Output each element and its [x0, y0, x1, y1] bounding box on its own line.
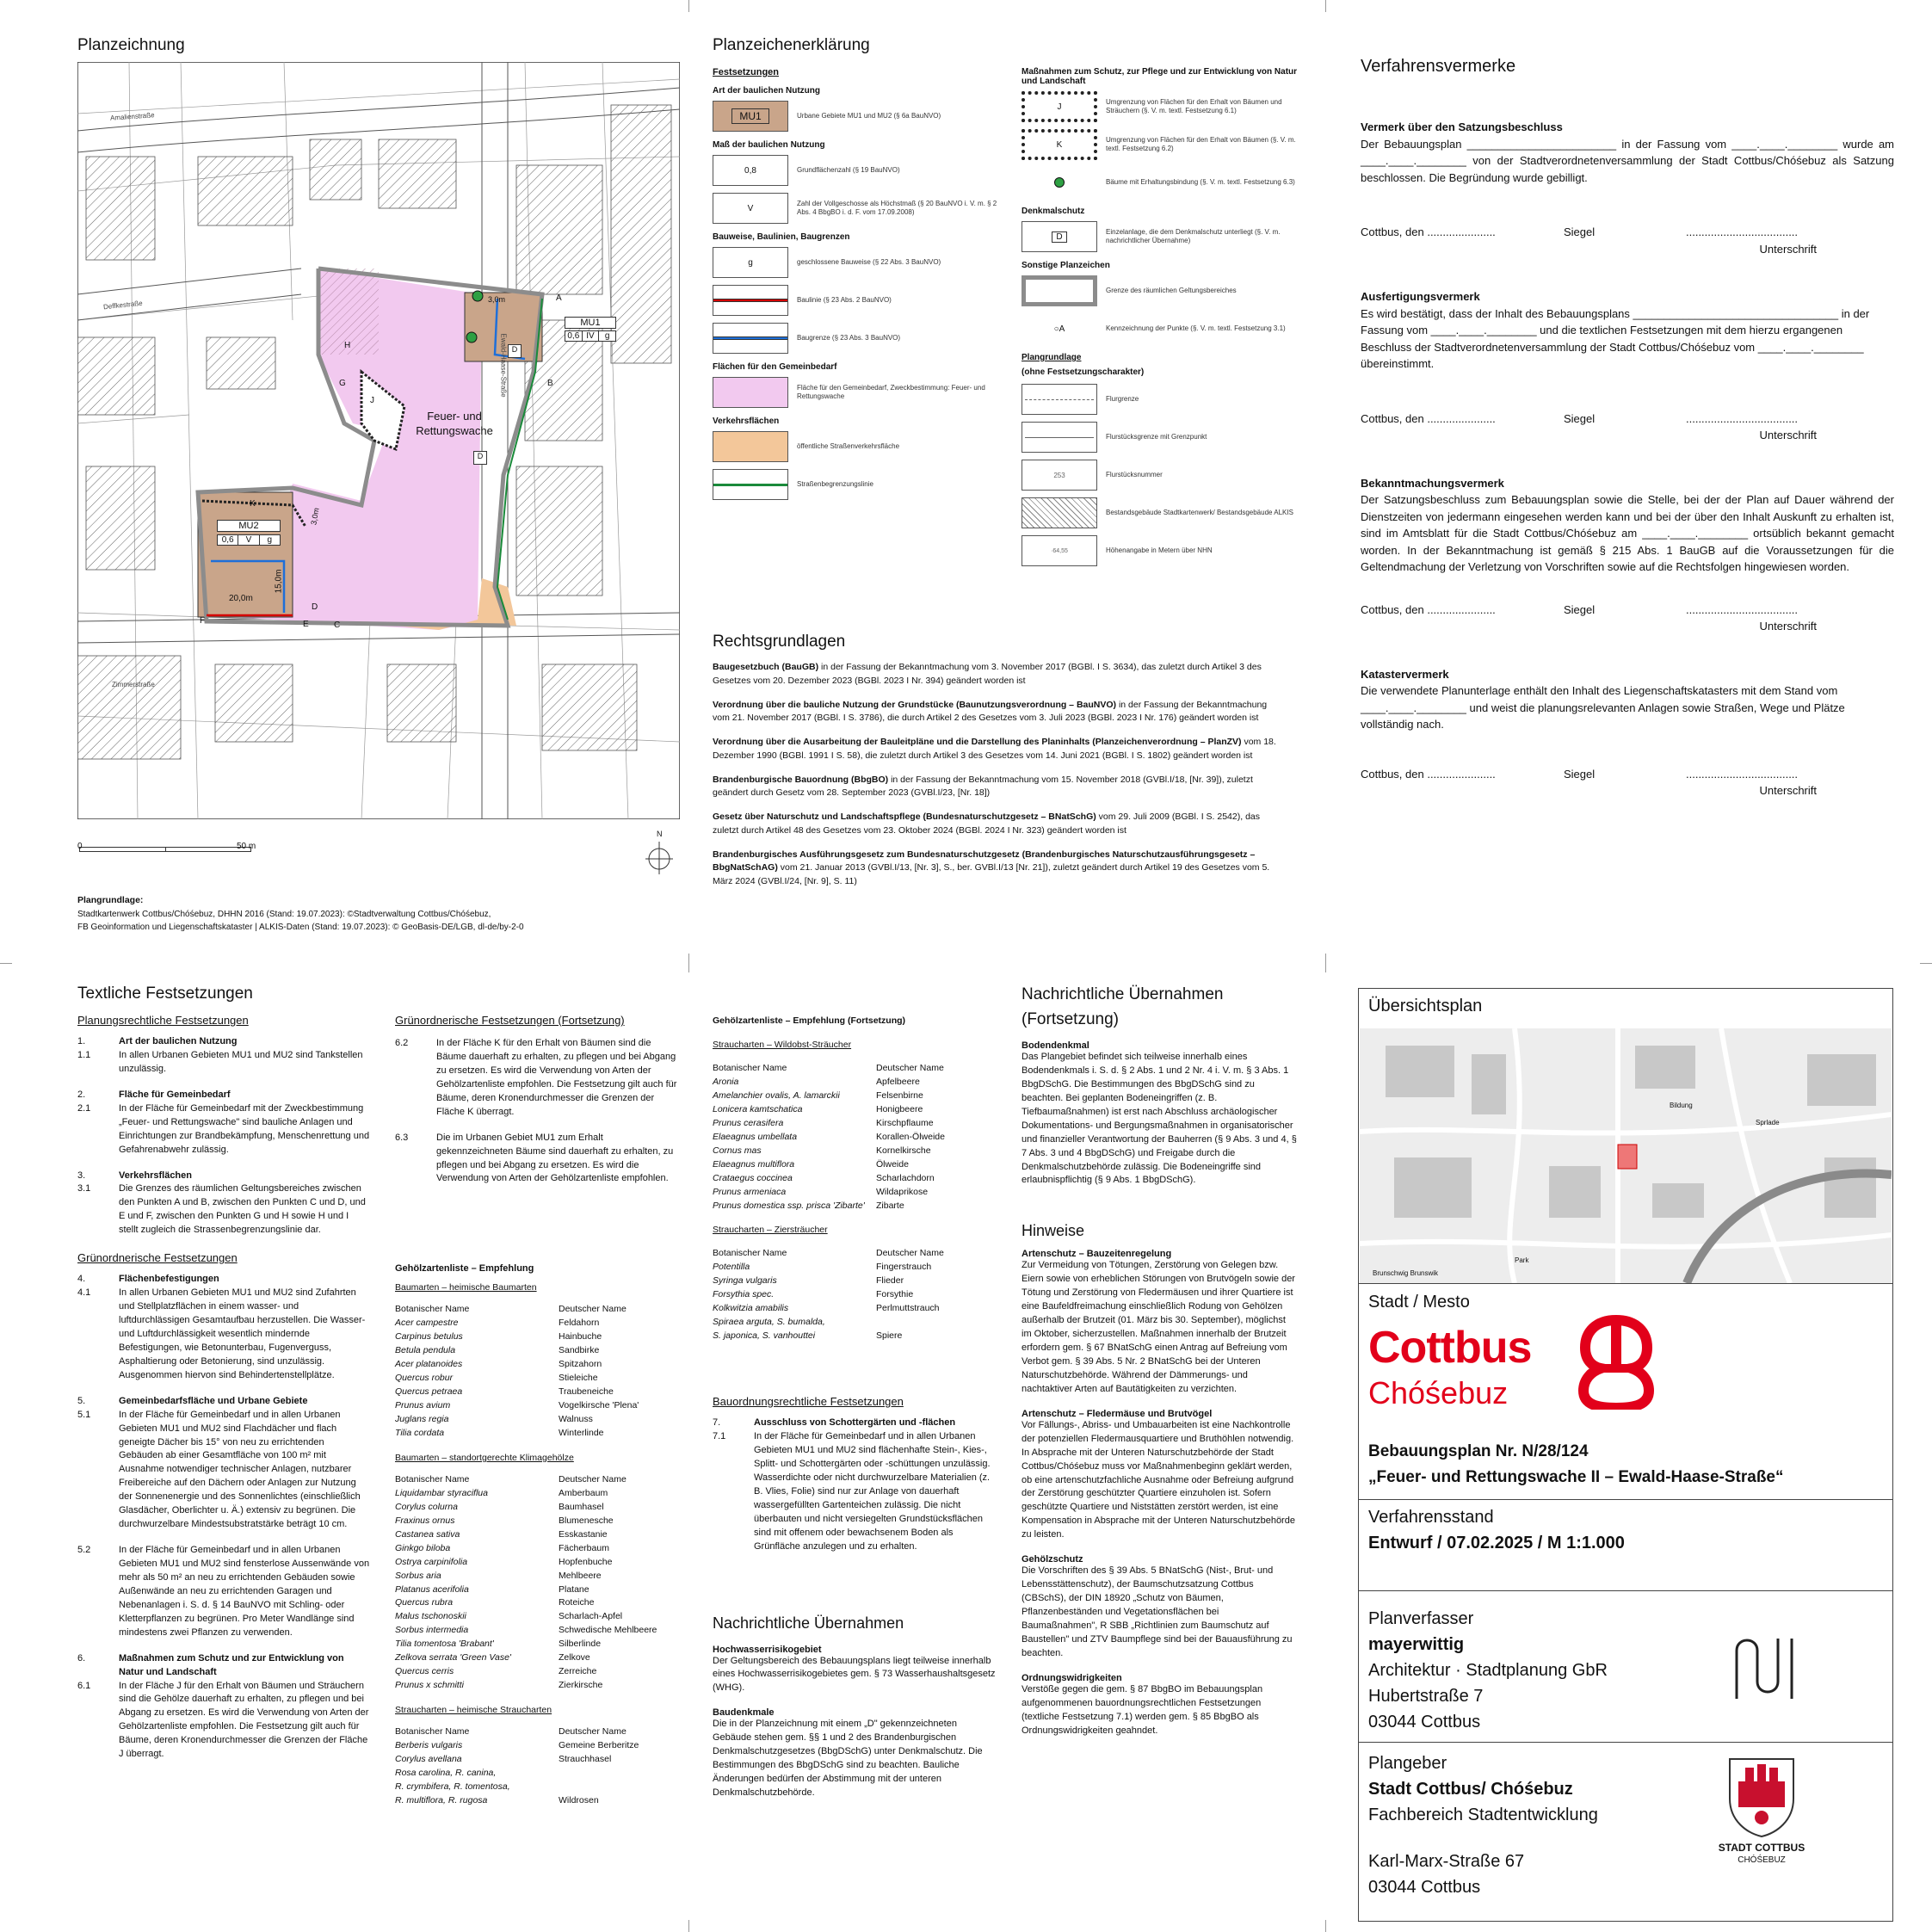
wild-table: [713, 1076, 997, 1213]
north-arrow-icon: [642, 833, 676, 876]
vs-label: Verfahrensstand: [1368, 1508, 1494, 1527]
plant-row: Quercus cerris Zerreiche: [395, 1666, 597, 1677]
plant-row: Prunus armeniaca Wildaprikose: [713, 1186, 929, 1197]
vs-value: Entwurf / 07.02.2025 / M 1:1.000: [1368, 1534, 1625, 1552]
plant-row: Sorbus aria Mehlbeere: [395, 1570, 602, 1581]
map-label-park: Park: [1515, 1256, 1529, 1264]
mu2-v: V: [238, 535, 259, 545]
klima-table: [395, 1487, 679, 1693]
scale-bar: [79, 847, 251, 852]
denkmal-d-main: D: [473, 451, 487, 465]
verfahren-block: Vermerk über den Satzungsbeschluss Der Bebauungsplan ________________________ in der Fassung vom ____.____.________ wurde am ____.____.________ von der Stadtverordnetenversammlung der Stadt Cottbus/Chóśebuz als Satzung beschlossen. Die Begründung wurde gebilligt. Cottbus, den ...................... Siegel .................................... Unterschrift Ausfertigungsvermerk Es wird bestätigt, dass der Inhalt des Bebauungsplans _________________________________ in der Fassung vom ____.____.________ und die textlichen Festsetzungen mit dem hierzu ergangenen Beschluss der Stadtverordnetenversammlung der Stadt Cottbus/Chóśebuz vom ____.____.________ übereinstimmt. Cottbus, den ...................... Siegel .................................... Unterschrift Bekanntmachungsvermerk Der Satzungsbeschluss zum Bebauungsplan sowie die Stelle, bei der der Plan auf Dauer während der Dienstzeiten von jedermann eingesehen werden kann und bei der über den Inhalt Auskunft zu erhalten ist, sind im Amtsblatt für die Stadt Cottbus/Chóśebuz am ____.____.________ ortsüblich bekannt gemacht worden. In der Bekanntmachung ist gemäß § 215 Abs. 1 BauGB auf die Voraussetzungen für die Geltendmachung der Verletzung von Vorschriften sowie auf die Rechtsfolgen hingewiesen worden. Cottbus, den ...................... Siegel .................................... Unterschrift Katastervermerk Die verwendete Planunterlage enthält den Inhalt des Liegenschaftskatasters mit dem Stand vom ____.____.________ und weist die planungsrelevanten Anlagen sowie Straßen, Wege und Plätze vollständig nach. Cottbus, den ...................... Siegel .................................... Unterschrift: [1361, 120, 1894, 797]
mu1-grz: 0,6: [565, 331, 583, 341]
point-d: D: [312, 602, 318, 612]
street-amalien: Amalienstraße: [109, 111, 155, 122]
tree-icon: [1054, 177, 1065, 188]
point-g: G: [339, 379, 346, 388]
denkmal-d-mu1: D: [508, 344, 522, 358]
plant-row: Crataegus coccinea Scharlachdorn: [713, 1172, 935, 1183]
plant-row: Syringa vulgaris Flieder: [713, 1275, 904, 1287]
plant-row: Acer campestre Feldahorn: [395, 1318, 600, 1329]
uebersicht-map: [1360, 1028, 1892, 1283]
plant-row: Forsythia spec. Forsythie: [713, 1289, 914, 1300]
cottbus-logo-icon: [1578, 1315, 1654, 1410]
north-label: N: [657, 830, 663, 838]
mayerwittig-logo-icon: [1730, 1633, 1799, 1702]
plant-row: Ostrya carpinifolia Hopfenbuche: [395, 1556, 613, 1567]
dim-20m: 20,0m: [229, 594, 253, 603]
point-a: A: [556, 293, 562, 303]
bplan-name: „Feuer- und Rettungswache II – Ewald-Haase-Straße“: [1368, 1468, 1784, 1486]
plant-row: R. multiflora, R. rugosa Wildrosen: [395, 1794, 599, 1805]
map-label-brunschwig: Brunschwig Brunswik: [1373, 1269, 1439, 1277]
plant-row: Quercus robur Stieleiche: [395, 1373, 598, 1384]
textliche-col2: Grünordnerische Festsetzungen (Fortsetzung) 6.2 In der Fläche K für den Erhalt von Bäumen sind die Bäume dauerhaft zu erhalten, zu pflegen und bei Abgang zu ersetzen. Es wird die Verwendung von Arten der Gehölzartenliste empfohlen. Die Festsetzung gilt auch für Bäume, deren Kronendurchmesser die Grenzen der Fläche K überragt. 6.3 Die im Urbanen Gebiet MU1 zum Erhalt gekennzeichneten Bäume sind dauerhaft zu erhalten, zu pflegen und bei Abgang zu ersetzen. Es wird die Verwendung von Arten der Gehölzartenliste empfohlen. Gehölzartenliste – Empfehlung Baumarten – heimische Baumarten Botanischer Name Deutscher Name Acer campestre Feldahorn Carpinus betulus Hainbuche Betula pendula Sandbirke Acer platanoides Spitzahorn Quercus robur Stieleiche Quercus petraea Traubeneiche Prunus avium Vogelkirsche 'Plena' Juglans regia Walnuss Tilia cordata Winterlinde Baumarten – standortgerechte Klimagehölze Botanischer Name Deutscher Name Liquidambar styraciflua Amberbaum Corylus colurna Baumhasel Fraxinus ornus Blumenesche Castanea sativa Esskastanie Ginkgo biloba Fächerbaum Ostrya carpinifolia Hopfenbuche Sorbus aria Mehlbeere Platanus acerifolia Platane Quercus rubra Roteiche Malus tschonoskii Scharlach-Apfel Sorbus intermedia Schwedische Mehlbeere Tilia tomentosa 'Brabant' Silberlinde Zelkova serrata 'Green Vase' Zelkove Quercus cerris Zerreiche Prunus x schmitti Zierkirsche Straucharten – heimische Straucharten Botanischer Name Deutscher Name Berberis vulgaris Gemeine Berberitze Corylus avellana Strauchhasel Rosa carolina, R. canina, R. crymbifera, R. tomentosa, R. multiflora, R. rugosa Wildrosen: [395, 1014, 679, 1808]
point-e: E: [303, 620, 309, 629]
plant-row: Carpinus betulus Hainbuche: [395, 1331, 602, 1343]
mu1-v: IV: [583, 331, 600, 341]
baum-table: [395, 1317, 679, 1441]
logo-cottbus: Cottbus: [1368, 1323, 1532, 1373]
mu1-label: MU1: [565, 317, 616, 329]
plant-row: Corylus colurna Baumhasel: [395, 1501, 604, 1512]
mu2-grz: 0,6: [218, 535, 238, 545]
textliche-col3: Gehölzartenliste – Empfehlung (Fortsetzung) Straucharten – Wildobst-Sträucher Botanischer Name Deutscher Name Aronia Apfelbeere Amelanchier ovalis, A. lamarckii Felsenbirne Lonicera kamtschatica Honigbeere Prunus cerasifera Kirschpflaume Elaeagnus umbellata Korallen-Ölweide Cornus mas Kornelkirsche Elaeagnus multiflora Ölweide Crataegus coccinea Scharlachdorn Prunus armeniaca Wildaprikose Prunus domestica ssp. prisca 'Zibarte' Zibarte Straucharten – Ziersträucher Botanischer Name Deutscher Name Potentilla Fingerstrauch Syringa vulgaris Flieder Forsythia spec. Forsythie Kolkwitzia amabilis Perlmuttstrauch Spiraea arguta, S. bumalda, S. japonica, S. vanhouttei Spiere Bauordnungsrechtliche Festsetzungen 7. Ausschluss von Schottergärten und -flächen 7.1 In der Fläche für Gemeinbedarf und in allen Urbanen Gebieten MU1 und MU2 sind flächenhafte Stein-, Kies-, Splitt- und Schottergärten oder -schüttungen unzulässig. Wasserdichte oder nicht durchwurzelbare Materialien (z. B. Vlies, Folie) sind nur zur Anlage von dauerhaft wassergefüllten Gartenteichen zulässig. Die nicht überbauten und nicht versiegelten Grundstücksflächen sind mit offenem oder bewachsenem Boden als Grünfläche anzulegen und zu erhalten. Nachrichtliche Übernahmen Hochwasserrisikogebiet Der Geltungsbereich des Bebauungsplans liegt teilweise innerhalb eines Hochwasserrisikogebietes gem. § 73 Wasserhaushaltsgesetz (WHG). Baudenkmale Die in der Planzeichnung mit einem „D" gekennzeichneten Gebäude stehen gem. §§ 1 und 2 des Brandenburgischen Denkmalschutzgesetzes (BbgDSchG) unter Denkmalschutz. Die Bestimmungen des BbgDSchG sind zu beachten. Bauliche Änderungen bedürfen der Abstimmung mit der unteren Denkmalschutzbehörde.: [713, 1015, 996, 1799]
dim-k: 3,0m: [309, 507, 321, 526]
logo-chosebuz: Chóśebuz: [1368, 1375, 1509, 1410]
point-h: H: [344, 341, 351, 350]
street-zimmer: Zimmerstraße: [112, 681, 155, 688]
plant-row: Elaeagnus multiflora Ölweide: [713, 1158, 909, 1170]
plant-row: Prunus x schmitti Zierkirsche: [395, 1680, 603, 1691]
plant-row: Malus tschonoskii Scharlach-Apfel: [395, 1611, 623, 1622]
verfahren-title: Verfahrensvermerke: [1361, 57, 1516, 76]
legend-col-1: Festsetzungen Art der baulichen Nutzung MU1 Urbane Gebiete MU1 und MU2 (§ 6a BauNVO) Maß der baulichen Nutzung 0,8 Grundflächenzahl (§ 19 BauNVO) V Zahl der Vollgeschosse als Höchstmaß (§ 20 BauNVO i. V. m. § 2 Abs. 4 BbgBO i. d. F. vom 17.09.2008) Bauweise, Baulinien, Baugrenzen g geschlossene Bauweise (§ 22 Abs. 3 BauNVO) Baulinie (§ 23 Abs. 2 BauNVO) Baugrenze (§ 23 Abs. 3 BauNVO) Flächen für den Gemeinbedarf Fläche für den Gemeinbedarf, Zweckbestimmung: Feuer- und Rettungswache Verkehrsflächen öffentliche Straßenverkehrsfläche Straßenbegrenzungslinie: [713, 67, 1005, 507]
plant-row: Quercus petraea Traubeneiche: [395, 1386, 614, 1398]
plant-row: Castanea sativa Esskastanie: [395, 1528, 608, 1540]
plant-row: Betula pendula Sandbirke: [395, 1345, 600, 1356]
scale-zero: 0: [77, 842, 83, 851]
mu2-label: MU2: [217, 520, 281, 532]
textliche-col1: Planungsrechtliche Festsetzungen 1. Art der baulichen Nutzung 1.1 In allen Urbanen Gebieten MU1 und MU2 sind Tankstellen unzulässig. 2. Fläche für Gemeinbedarf 2.1 In der Fläche für Gemeinbedarf mit der Zweckbestimmung „Feuer- und Rettungswache" sind bauliche Anlagen und Einrichtungen zur Brandbekämpfung, Menschenrettung und Gefahrenabwehr zulässig. 3. Verkehrsflächen 3.1 Die Grenzes des räumlichen Geltungsbereiches zwischen den Punkten A und B, zwischen den Punkten C und D, und E und F, zwischen den Punkten G und H sowie H und I stellt zugleich die Strassenbegrenzungslinie dar. Grünordnerische Festsetzungen 4. Flächenbefestigungen 4.1 In allen Urbanen Gebieten MU1 und MU2 sind Zufahrten und Stellplatzflächen in einem wasser- und luftdurchlässigen Gesamtaufbau herzustellen. Die Wasser- und Luftdurchlässigkeit wesentlich mindernde Befestigungen, wie Betonunterbau, Fugenverguss, Asphaltierung oder Betonierung, sind unzulässig. Ausgenommen hiervon sind Behindertenstellplätze. 5. Gemeinbedarfsfläche und Urbane Gebiete 5.1 In der Fläche für Gemeinbedarf und in allen Urbanen Gebieten MU1 und MU2 sind Flachdächer und flach geneigte Dächer bis 15° von neu zu errichtenden Gebäuden ab einer Gesamtfläche von 100 m² mit Ausnahme notwendiger technischer Anlagen, nutzbarer Freibereiche auf den Dächern oder Anlagen zur Nutzung der Sonnenenergie und des Sonnenlichtes (einschließlich Glasdächer, Oberlichter u. Ä.) extensiv zu begrünen. Die durchwurzelbare Mindestsubstratstärke beträgt 10 cm. 5.2 In der Fläche für Gemeinbedarf und in allen Urbanen Gebieten MU1 und MU2 sind fensterlose Aussenwände von mehr als 50 m² an neu zu errichtenden Gebäuden sowie Außenwände an neu zu errichtenden Garagen und Nebenanlagen i. S. d. § 14 BauNVO mit Schling- oder Kletterpflanzen zu begrünen. Pro Meter Wandlänge sind mindestens zwei Pflanzen zu verwenden. 6. Maßnahmen zum Schutz und zur Entwicklung von Natur und Landschaft 6.1 In der Fläche J für den Erhalt von Bäumen und Sträuchern sind die Gehölze dauerhaft zu erhalten, zu pflegen und bei Abgang zu ersetzen. Es wird die Verwendung von Arten der Gehölzartenliste empfohlen. Die Festsetzung gilt auch für Bäume, deren Kronendurchmesser die Grenzen der Fläche J überragt.: [77, 1014, 370, 1760]
plant-row: Platanus acerifolia Platane: [395, 1583, 589, 1595]
plant-row: Prunus domestica ssp. prisca 'Zibarte' Zibarte: [713, 1200, 904, 1211]
street-deffke: Deffkestraße: [102, 299, 144, 312]
plant-row: Elaeagnus umbellata Korallen-Ölweide: [713, 1131, 945, 1142]
plant-row: Sorbus intermedia Schwedische Mehlbeere: [395, 1625, 657, 1636]
stadt-label: Stadt / Mesto: [1368, 1293, 1470, 1312]
plan-map: [77, 62, 680, 819]
plant-row: Prunus cerasifera Kirschpflaume: [713, 1117, 934, 1128]
point-c: C: [334, 620, 341, 630]
point-f: F: [200, 616, 206, 626]
bplan-number: Bebauungsplan Nr. N/28/124: [1368, 1442, 1589, 1460]
plant-row: Cornus mas Kornelkirsche: [713, 1145, 931, 1156]
mu2-g: g: [267, 535, 273, 545]
rechts-list: Baugesetzbuch (BauGB) in der Fassung der Bekanntmachung vom 3. November 2017 (BGBl. I S. 3634), das zuletzt durch Artikel 3 des Gesetzes vom 20. Dezember 2023 (BGBl. 2023 I Nr. 394) geändert worden ist Verordnung über die bauliche Nutzung der Grundstücke (Baunutzungsverordnung – BauNVO) in der Fassung der Bekanntmachung vom 21. November 2017 (BGBl. I S. 3786), die durch Artikel 2 des Gesetzes vom 3. Juli 2023 (BGBl. 2023 I Nr. 176) geändert worden ist Verordnung über die Ausarbeitung der Bauleitpläne und die Darstellung des Planinhalts (Planzeichenverordnung – PlanZV) vom 18. Dezember 1990 (BGBl. 1991 I S. 58), die zuletzt durch Artikel 3 des Gesetzes vom 14. Juni 2021 (BGBl. I S. 1802) geändert worden ist Brandenburgische Bauordnung (BbgBO) in der Fassung der Bekanntmachung vom 15. November 2018 (GVBl.I/18, [Nr. 39]), zuletzt geändert durch Gesetz vom 28. September 2023 (GVBl.I/23, [Nr. 18]) Gesetz über Naturschutz und Landschaftspflege (Bundesnaturschutzgesetz – BNatSchG) vom 29. Juli 2009 (BGBl. I S. 2542), das zuletzt durch Artikel 48 des Gesetzes vom 23. Oktober 2024 (BGBl. 2024 I Nr. 323) geändert worden ist Brandenburgisches Ausführungsgesetz zum Bundesnaturschutzgesetz (Brandenburgisches Naturschutzausführungsgesetz – BbgNatSchAG) vom 21. Januar 2013 (GVBl.I/13, [Nr. 3], S., ber. GVBl.I/13 [Nr. 21]), zuletzt geändert durch Artikel 19 des Gesetzes vom 5. März 2024 (GVBl.I/24, [Nr. 9], S. 11): [713, 662, 1276, 886]
plant-row: Potentilla Fingerstrauch: [713, 1262, 932, 1273]
crest-label: STADT COTTBUS: [1718, 1842, 1805, 1854]
plan-title: Planzeichnung: [77, 36, 185, 54]
crest-sublabel: CHÓŚEBUZ: [1738, 1855, 1786, 1865]
plangrundlage-text: Stadtkartenwerk Cottbus/Chóśebuz, DHHN 2016 (Stand: 19.07.2023): ©Stadtverwaltung Cottbus/Chóśebuz, FB Geoinformation und Liegenschaftskataster | ALKIS-Daten (Stand: 19.07.2023): © GeoBasis-DE/LGB, dl-de/by-2-0: [77, 910, 524, 932]
plant-row: Ginkgo biloba Fächerbaum: [395, 1542, 609, 1553]
plant-row: Corylus avellana Strauchhasel: [395, 1754, 612, 1765]
map-label-bildung: Bildung: [1670, 1102, 1693, 1109]
uebersicht-title: Übersichtsplan: [1368, 997, 1483, 1015]
textliche-title: Textliche Festsetzungen: [77, 985, 253, 1003]
map-label-sprlade: Sprlade: [1756, 1119, 1780, 1126]
plant-row: S. japonica, S. vanhouttei Spiere: [713, 1330, 903, 1342]
zier-table: [713, 1261, 997, 1343]
plant-row: Lonicera kamtschatica Honigbeere: [713, 1103, 923, 1114]
plant-row: Fraxinus ornus Blumenesche: [395, 1515, 614, 1526]
plant-row: Rosa carolina, R. canina,: [395, 1768, 497, 1779]
scale-end: 50 m: [237, 842, 256, 851]
mu1-row: [565, 330, 616, 342]
plant-row: Quercus rubra Roteiche: [395, 1597, 595, 1608]
plant-row: Prunus avium Vogelkirsche 'Plena': [395, 1400, 639, 1411]
plant-row: Tilia tomentosa 'Brabant' Silberlinde: [395, 1639, 602, 1650]
strauch-table: [395, 1739, 679, 1808]
zone-j-label: J: [370, 396, 374, 405]
planverfasser: Planverfasser mayerwittig Architektur · Stadtplanung GbR Hubertstraße 7 03044 Cottbus: [1368, 1609, 1608, 1731]
plant-row: R. crymbifera, R. tomentosa,: [395, 1781, 510, 1792]
plant-row: Amelanchier ovalis, A. lamarckii Felsenbirne: [713, 1089, 923, 1101]
point-b: B: [547, 379, 553, 388]
zone-gemeinbedarf-label: Feuer- und Rettungswache: [416, 410, 493, 437]
legend-title: Planzeichenerklärung: [713, 36, 870, 54]
plant-row: Kolkwitzia amabilis Perlmuttstrauch: [713, 1303, 940, 1314]
street-ewald: Ewald-Haase-Straße: [499, 333, 508, 398]
textliche-col4: Nachrichtliche Übernahmen (Fortsetzung) Bodendenkmal Das Plangebiet befindet sich teilweise innerhalb eines Bodendenkmals i. S. d. § 2 Abs. 1 und 2 Nr. 4 i. V. m. § 3 Abs. 1 BbgDSchG. Die Bestimmungen des BbgDSchG sind zu beachten. Bei geplanten Bodeneingriffen (z. B. Tiefbaumaßnahmen) ist erst nach Abschluss archäologischer Dokumentations- und Bergungsmaßnahmen in organisatorischer und finanzieller Verantwortung der Bauherren (§ 9 Abs. 3 und 4, § 7 Abs. 3 und 4 BbgDSchG) und Freigabe durch die Denkmalschutzbehörde zulässig. Die Bodeneingriffe sind erlaubnispflichtig (§ 9 Abs. 1 BbgDSchG). Hinweise Artenschutz – Bauzeitenregelung Zur Vermeidung von Tötungen, Zerstörung von Gelegen bzw. Eiern sowie von erheblichen Störungen von Brutvögeln sowie der Tötung und Zerstörung von Fledermäusen und ihrer Quartiere ist eine Baufeldfreimachung einschließlich Rodung von Gehölzen außerhalb der Brutzeit (01. März bis 30. September), möglichst im Oktober, sicherzustellen. Maßnahmen innerhalb der Brutzeit erfordern gem. § 67 BNatSchG einen Antrag auf Befreiung vom Verbot gem. § 39 Abs. 5 Nr. 2 BNatSchG bei der Unteren Naturschutzbehörde. Während der Dämmerungs- und nachtaktiver Arten auf Bautätigkeiten zu verzichten. Artenschutz – Fledermäuse und Brutvögel Vor Fällungs-, Abriss- und Umbauarbeiten ist eine Nachkontrolle der potenziellen Fledermausquartiere und Bruthöhlen notwendig. In Absprache mit der Unteren Naturschutzbehörde der Stadt Cottbus/Chóśebuz muss vor Maßnahmenbeginn geklärt werden, ob eine artenschutzfachliche Ausnahme oder Befreiung aufgrund der Zerstörung geschützter Quartiere einzuholen ist. Sofern geschützte Quartiere und Niststätten zerstört werden, ist eine Kompensation in Absprache mit der Unteren Naturschutzbehörde zu leisten. Gehölzschutz Die Vorschriften des § 39 Abs. 5 BNatSchG (Nist-, Brut- und Lebensstättenschutz), der Baumschutzsatzung Cottbus (CBSchS), der DIN 18920 „Schutz von Bäumen, Pflanzenbeständen und Vegetationsflächen bei Baumaßnahmen", R SBB „Richtlinien zum Baumschutz auf Baustellen" und ZTV Baumpflege sind bei der Bauausführung zu beachten. Ordnungswidrigkeiten Verstöße gegen die gem. § 87 BbgBO im Bebauungsplan aufgenommenen bauordnungsrechtlichen Festsetzungen (textliche Festsetzung 7.1) werden gem. § 85 BbgBO als Ordnungswidrigkeiten geahndet.: [1022, 985, 1297, 1736]
plant-row: Juglans regia Walnuss: [395, 1414, 593, 1424]
plangeber: Plangeber Stadt Cottbus/ Chóśebuz Fachbereich Stadtentwicklung Karl-Marx-Straße 67 03044 Cottbus: [1368, 1754, 1598, 1897]
city-crest-icon: [1726, 1756, 1797, 1838]
plant-row: Tilia cordata Winterlinde: [395, 1427, 604, 1438]
plant-row: Spiraea arguta, S. bumalda,: [713, 1317, 825, 1328]
zone-k-label: K: [250, 499, 256, 509]
rechts-title: Rechtsgrundlagen: [713, 633, 846, 651]
dim-mu1: 3,0m: [488, 295, 506, 304]
plant-row: Berberis vulgaris Gemeine Berberitze: [395, 1740, 639, 1751]
plant-row: Acer platanoides Spitzahorn: [395, 1359, 602, 1370]
mu1-g: g: [604, 331, 610, 341]
mu2-row: [217, 534, 281, 546]
plant-row: Aronia Apfelbeere: [713, 1076, 920, 1087]
plant-row: Liquidambar styraciflua Amberbaum: [395, 1487, 608, 1498]
plangrundlage-title: Plangrundlage:: [77, 895, 144, 905]
plant-row: Zelkova serrata 'Green Vase' Zelkove: [395, 1652, 590, 1663]
legend-col-2: Maßnahmen zum Schutz, zur Pflege und zur Entwicklung von Natur und Landschaft J Umgrenzung von Flächen für den Erhalt von Bäumen und Sträuchern (§. V. m. textl. Festsetzung 6.1) K Umgrenzung von Flächen für den Erhalt von Bäumen (§. V. m. textl. Festsetzung 6.2) Bäume mit Erhaltungsbindung (§. V. m. textl. Festsetzung 6.3) Denkmalschutz D Einzelanlage, die dem Denkmalschutz unterliegt (§. V. m. nachrichtlicher Übernahme) Sonstige Planzeichen Grenze des räumlichen Geltungsbereiches ○A Kennzeichnung der Punkte (§. V. m. textl. Festsetzung 3.1) Plangrundlage (ohne Festsetzungscharakter) Flurgrenze Flurstücksgrenze mit Grenzpunkt 253 Flurstücksnummer Bestandsgebäude Stadtkartenwerk/ Bestandsgebäude ALKIS ·64,55 Höhenangabe in Metern über NHN: [1022, 67, 1305, 573]
dim-15m: 15,0m: [274, 569, 284, 594]
